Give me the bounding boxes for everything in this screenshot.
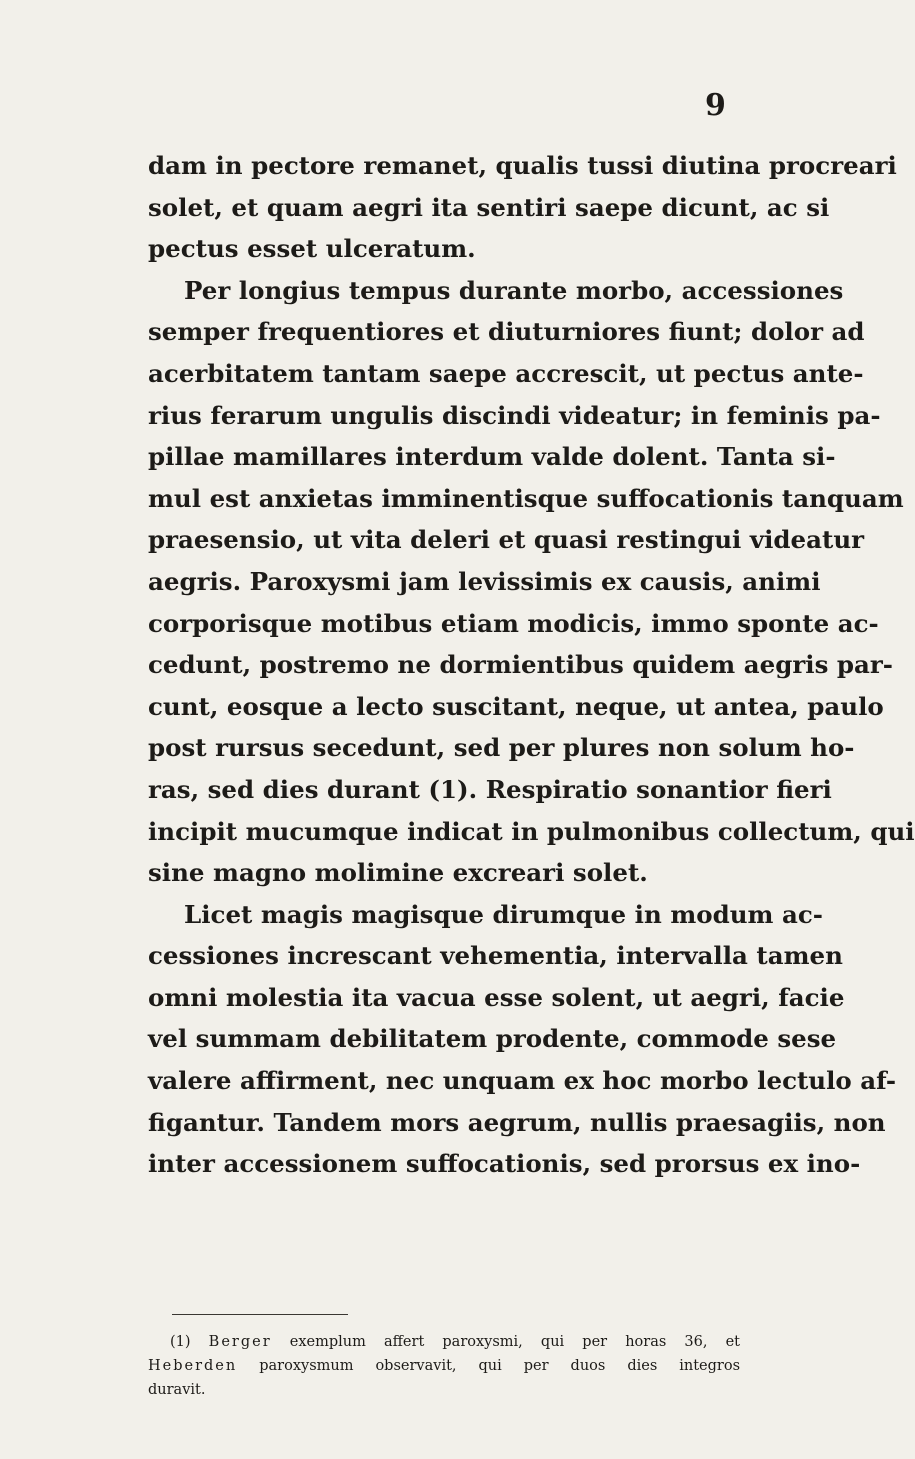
text-line: omni molestia ita vacua esse solent, ut aegri, facie bbox=[148, 982, 845, 1012]
text-line: semper frequentiores et diuturniores fiunt; dolor ad bbox=[148, 317, 865, 347]
text-line: pectus esset ulceratum. bbox=[148, 234, 476, 264]
text-line: figantur. Tandem mors aegrum, nullis praesagiis, non bbox=[148, 1107, 886, 1137]
text-line: pillae mamillares interdum valde dolent. Tanta si- bbox=[148, 442, 836, 472]
footnote bbox=[148, 1330, 740, 1402]
text-line: sine magno molimine excreari solet. bbox=[148, 858, 648, 888]
text-line: Per longius tempus durante morbo, accessiones bbox=[184, 275, 844, 305]
body-text bbox=[148, 145, 915, 1185]
footnote-line bbox=[148, 1354, 740, 1378]
text-line: cedunt, postremo ne dormientibus quidem aegris par- bbox=[148, 650, 893, 680]
footnote-text: exemplum affert paroxysmi, qui per horas 36, et bbox=[289, 1334, 740, 1350]
text-line: ras, sed dies durant (1). Respiratio sonantior fieri bbox=[148, 774, 832, 804]
text-line: acerbitatem tantam saepe accrescit, ut pectus ante- bbox=[148, 358, 864, 388]
text-line: mul est anxietas imminentisque suffocationis tanquam bbox=[148, 483, 904, 513]
text-line: cunt, eosque a lecto suscitant, neque, ut antea, paulo bbox=[148, 691, 884, 721]
footnote-marker: (1) bbox=[170, 1334, 191, 1350]
footnote-author: Berger bbox=[208, 1334, 272, 1350]
footnote-separator bbox=[172, 1314, 348, 1315]
text-line: incipit mucumque indicat in pulmonibus collectum, qui bbox=[148, 816, 915, 846]
text-line: valere affirment, nec unquam ex hoc morbo lectulo af- bbox=[148, 1066, 897, 1096]
text-line: aegris. Paroxysmi jam levissimis ex causis, animi bbox=[148, 566, 821, 596]
text-line: praesensio, ut vita deleri et quasi restingui videatur bbox=[148, 525, 865, 555]
text-line: corporisque motibus etiam modicis, immo sponte ac- bbox=[148, 608, 879, 638]
text-line: inter accessionem suffocationis, sed prorsus ex ino- bbox=[148, 1149, 861, 1179]
text-line: Licet magis magisque dirumque in modum ac- bbox=[184, 899, 823, 929]
text-line: rius ferarum ungulis discindi videatur; in feminis pa- bbox=[148, 400, 881, 430]
text-line: solet, et quam aegri ita sentiri saepe dicunt, ac si bbox=[148, 192, 830, 222]
footnote-line bbox=[148, 1330, 740, 1354]
text-line: post rursus secedunt, sed per plures non solum ho- bbox=[148, 733, 855, 763]
footnote-line: duravit. bbox=[148, 1382, 206, 1398]
footnote-author: Heberden bbox=[148, 1358, 238, 1374]
page-number: 9 bbox=[705, 88, 726, 123]
text-line: dam in pectore remanet, qualis tussi diutina procreari bbox=[148, 151, 897, 180]
footnote-text: paroxysmum observavit, qui per duos dies integros bbox=[259, 1358, 741, 1374]
text-line: vel summam debilitatem prodente, commode sese bbox=[148, 1024, 837, 1054]
text-line: cessiones increscant vehementia, intervalla tamen bbox=[148, 941, 843, 971]
